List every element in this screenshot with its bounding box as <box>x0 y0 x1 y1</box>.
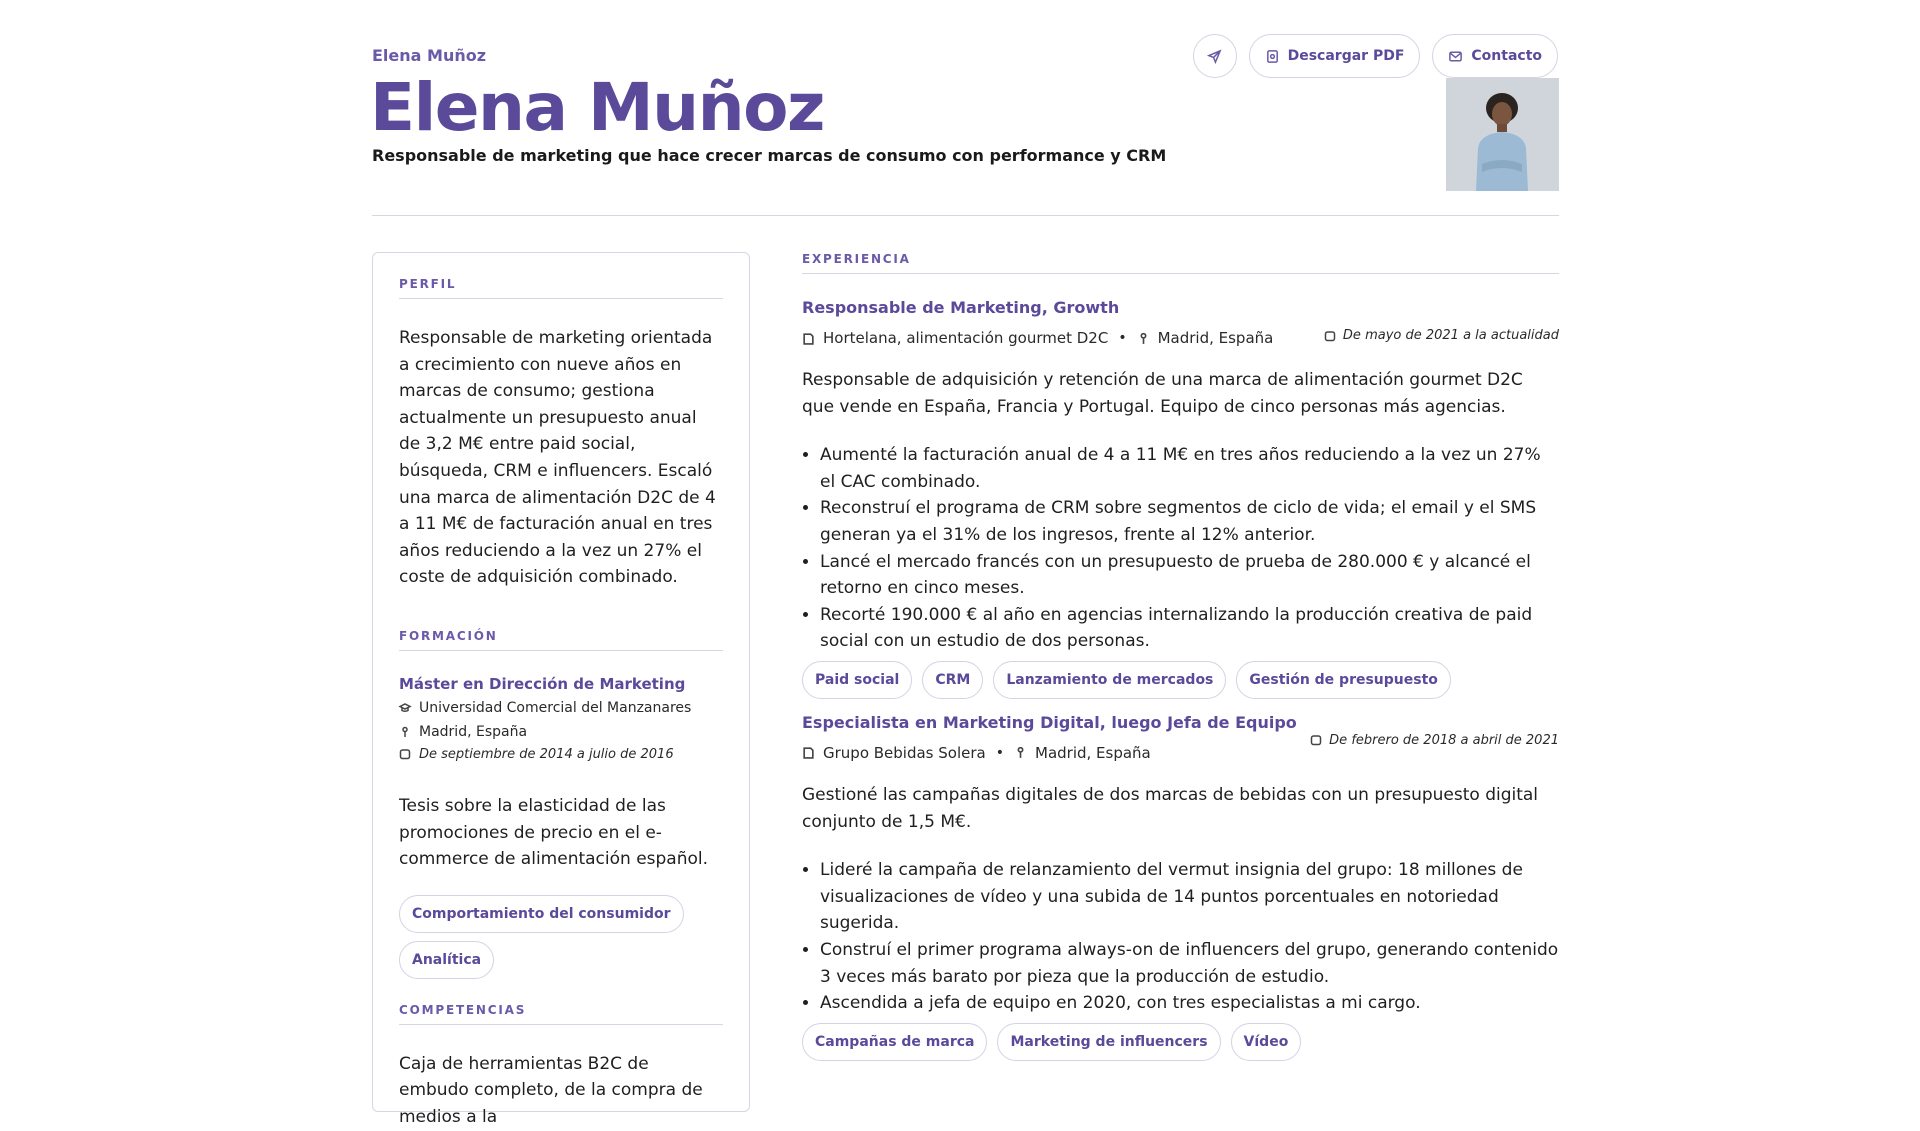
headline-tagline: Responsable de marketing que hace crecer marcas de consumo con performance y CRM <box>372 146 1167 165</box>
location-pin-icon <box>1137 332 1150 345</box>
job-achievements <box>802 857 1559 1017</box>
profile-summary: Responsable de marketing orientada a crecimiento con nueve años en marcas de consumo; gestiona actualmente un presupuesto anual de 3,2 M€ entre paid social, búsqueda, CRM e influencers. Escaló una marca de alimentación D2C de 4 a 11 M€ de facturación anual en tres años reduciendo a la vez un 27% el coste de adquisición combinado. <box>399 328 716 588</box>
education-tags <box>399 895 723 979</box>
building-icon <box>802 746 815 759</box>
education-location-line <box>399 724 723 741</box>
graduation-cap-icon <box>399 702 411 714</box>
tag[interactable]: Paid social <box>802 661 912 699</box>
job-title: Especialista en Marketing Digital, luego Jefa de Equipo <box>802 712 1297 732</box>
profile-section <box>399 277 723 591</box>
education-dates: De septiembre de 2014 a julio de 2016 <box>419 746 674 762</box>
school-name: Universidad Comercial del Manzanares <box>419 699 692 716</box>
section-title-education: FORMACIÓN <box>399 629 723 651</box>
achievement-item: • Reconstruí el programa de CRM sobre segmentos de ciclo de vida; el email y el SMS generan ya el 31% de los ingresos, frente al 12% anterior. <box>820 495 1559 548</box>
skills-section <box>399 1003 723 1131</box>
page-title: Elena Muñoz <box>370 69 824 146</box>
download-pdf-label: Descargar PDF <box>1287 48 1405 64</box>
job-title: Responsable de Marketing, Growth <box>802 298 1120 317</box>
contact-button[interactable] <box>1432 34 1558 78</box>
header-small-name: Elena Muñoz <box>372 46 487 65</box>
section-title-skills: COMPETENCIAS <box>399 1003 723 1025</box>
degree-title: Máster en Dirección de Marketing <box>399 674 686 693</box>
separator-dot: • <box>1118 330 1127 346</box>
tag[interactable]: Gestión de presupuesto <box>1236 661 1451 699</box>
tag[interactable]: Campañas de marca <box>802 1023 987 1061</box>
share-button[interactable] <box>1193 34 1237 78</box>
sidebar <box>372 252 750 1127</box>
achievement-item: • Construí el primer programa always-on de influencers del grupo, generando contenido 3 veces más barato por pieza que la producción de estudio. <box>820 937 1559 990</box>
location-pin-icon <box>399 726 411 738</box>
job-dates-line <box>1324 328 1559 343</box>
education-section <box>399 629 723 979</box>
tag[interactable]: Marketing de influencers <box>997 1023 1220 1061</box>
header-divider <box>372 215 1559 216</box>
person-photo-illustration <box>1446 78 1559 191</box>
job-dates: De mayo de 2021 a la actualidad <box>1342 328 1559 343</box>
job-location: Madrid, España <box>1157 329 1274 347</box>
school-line <box>399 700 723 717</box>
education-dates-line <box>399 746 723 763</box>
achievement-item: • Ascendida a jefa de equipo en 2020, con tres especialistas a mi cargo. <box>820 990 1559 1017</box>
achievement-item: • Lancé el mercado francés con un presupuesto de prueba de 280.000 € y alcancé el retorno en cinco meses. <box>820 549 1559 602</box>
calendar-icon <box>1324 330 1336 342</box>
section-title-profile: PERFIL <box>399 277 723 299</box>
job-tags <box>802 1023 1559 1061</box>
achievement-item: • Recorté 190.000 € al año en agencias internalizando la producción creativa de paid social con un estudio de dos personas. <box>820 602 1559 655</box>
tag[interactable]: Comportamiento del consumidor <box>399 895 684 933</box>
profile-photo <box>1446 78 1559 191</box>
job-dates-line <box>1310 733 1559 748</box>
company-name: Hortelana, alimentación gourmet D2C <box>823 329 1109 347</box>
calendar-icon <box>1310 734 1322 746</box>
building-icon <box>802 332 815 345</box>
skills-text: Caja de herramientas B2C de embudo completo, de la compra de medios a la <box>399 1053 703 1127</box>
tag[interactable]: Analítica <box>399 941 494 979</box>
section-title-experience: EXPERIENCIA <box>802 252 1559 274</box>
contact-label: Contacto <box>1471 48 1542 64</box>
pdf-icon <box>1265 49 1280 64</box>
thesis-text: Tesis sobre la elasticidad de las promociones de precio en el e-commerce de alimentación español. <box>399 795 709 870</box>
job-location: Madrid, España <box>1035 743 1151 762</box>
header-actions <box>1193 34 1558 78</box>
mail-icon <box>1448 49 1463 64</box>
job-description: Responsable de adquisición y retención de una marca de alimentación gourmet D2C que vende en España, Francia y Portugal. Equipo de cinco personas más agencias. <box>802 370 1523 417</box>
job-description: Gestioné las campañas digitales de dos marcas de bebidas con un presupuesto digital conjunto de 1,5 M€. <box>802 784 1539 832</box>
tag[interactable]: Vídeo <box>1231 1023 1302 1061</box>
education-location: Madrid, España <box>419 723 528 740</box>
job-achievements <box>802 442 1559 655</box>
job-entry <box>802 298 1559 699</box>
job-dates: De febrero de 2018 a abril de 2021 <box>1329 732 1559 748</box>
location-pin-icon <box>1014 746 1027 759</box>
send-icon <box>1207 49 1222 64</box>
achievement-item: • Lideré la campaña de relanzamiento del vermut insignia del grupo: 18 millones de visualizaciones de vídeo y una subida de 14 puntos porcentuales en notoriedad sugerida. <box>820 857 1559 937</box>
tag[interactable]: Lanzamiento de mercados <box>993 661 1226 699</box>
job-entry <box>802 713 1559 1061</box>
achievement-item: • Aumenté la facturación anual de 4 a 11 M€ en tres años reduciendo a la vez un 27% el CAC combinado. <box>820 442 1559 495</box>
job-tags <box>802 661 1559 699</box>
download-pdf-button[interactable] <box>1249 34 1421 78</box>
company-name: Grupo Bebidas Solera <box>823 743 986 762</box>
separator-dot: • <box>995 744 1004 761</box>
tag[interactable]: CRM <box>922 661 983 699</box>
experience-section <box>802 252 1559 1061</box>
calendar-icon <box>399 748 411 760</box>
